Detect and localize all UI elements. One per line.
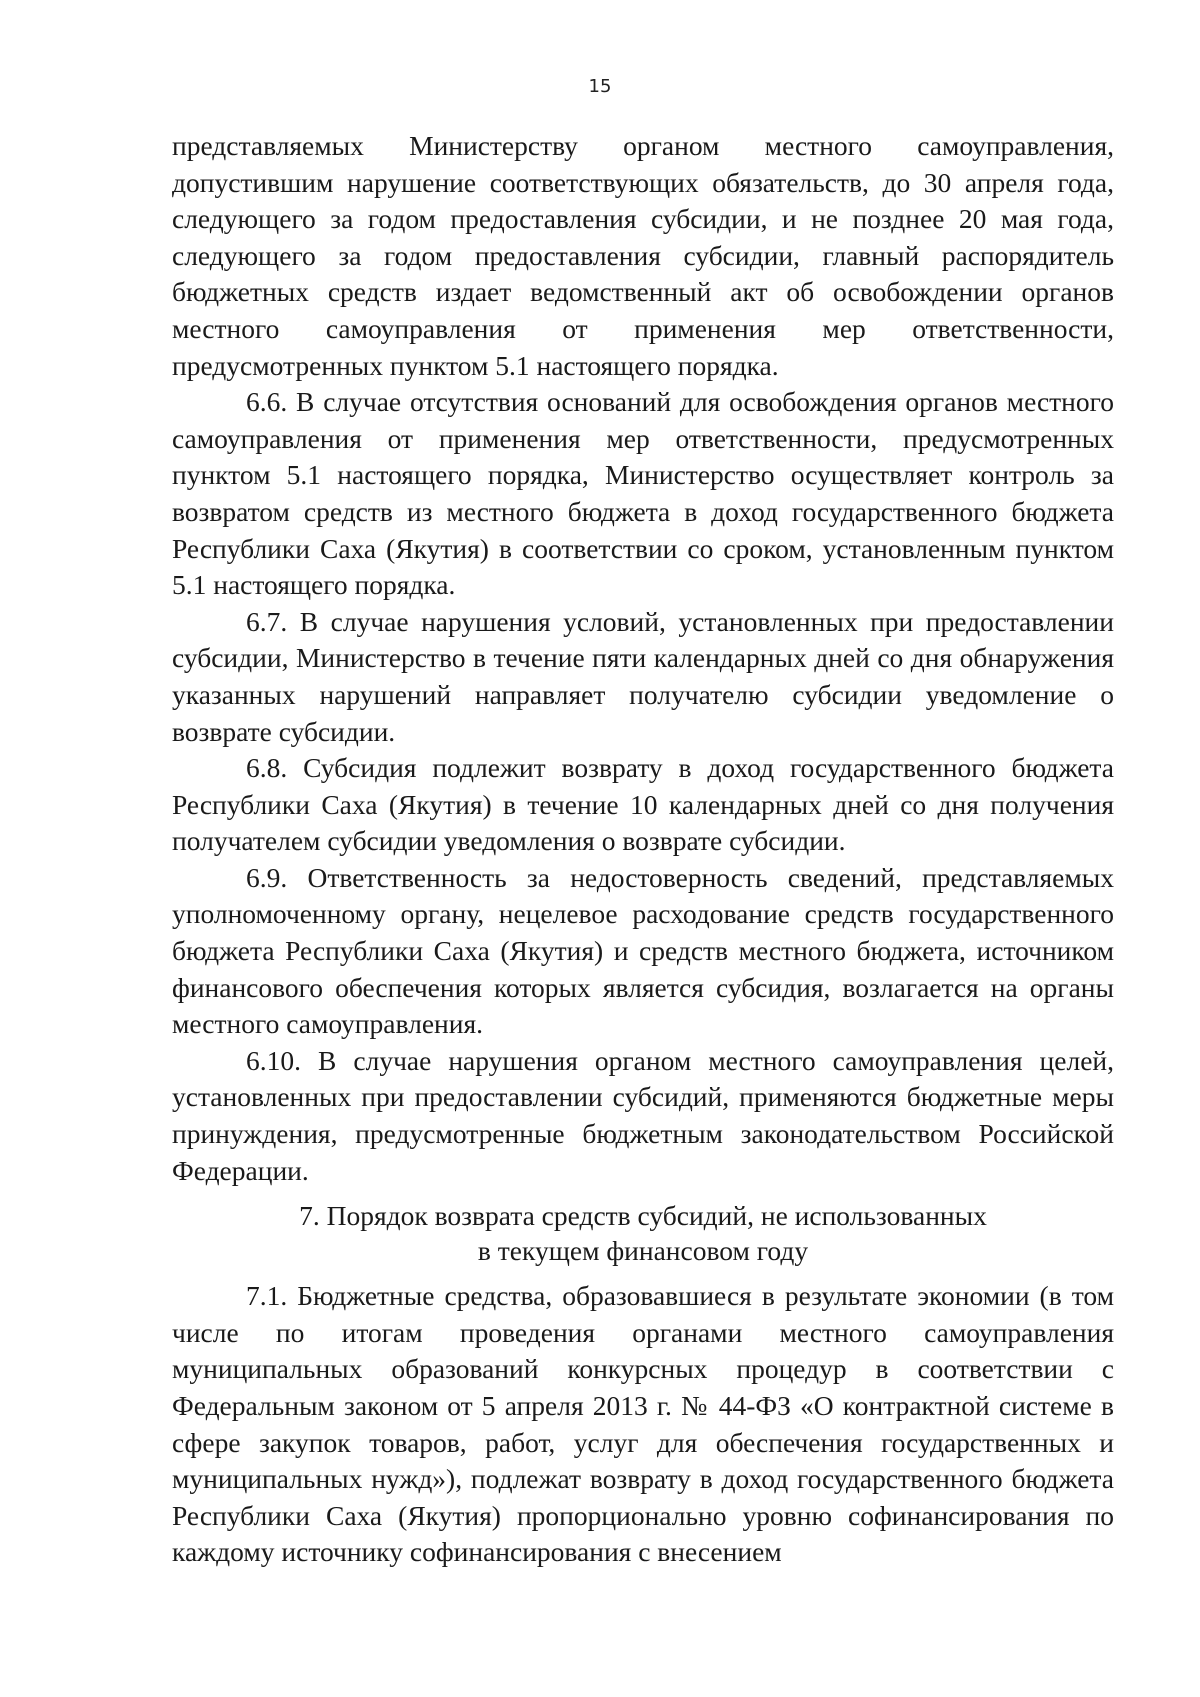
section-7-heading-line-2: в текущем финансовом году [477,1235,809,1267]
paragraph-7-1: 7.1. Бюджетные средства, образовавшиеся в результате экономии (в том числе по итогам проведения органами местного самоуправления муниципальных образований конкурсных процедур в соответствии с Федеральным законом от 5 апреля 2013 г. № 44-ФЗ «О контрактной системе в сфере закупок товаров, работ, услуг для обеспечения государственных и муниципальных нужд»), подлежат возврату в доход государственного бюджета Республики Саха (Якутия) пропорционально уровню софинансирования по каждому источнику софинансирования с внесением [172,1280,1114,1568]
section-7-heading-line-1: 7. Порядок возврата средств субсидий, не использованных [299,1200,987,1232]
page-number: 15 [588,76,612,97]
paragraph-6-8: 6.8. Субсидия подлежит возврату в доход государственного бюджета Республики Саха (Якутия) в течение 10 календарных дней со дня получения получателем субсидии уведомления о возврате субсидии. [172,752,1114,857]
section-7-heading [172,1198,1114,1268]
document-body [172,128,1114,1571]
paragraph-6-9: 6.9. Ответственность за недостоверность сведений, представляемых уполномоченному органу, нецелевое расходование средств государственного бюджета Республики Саха (Якутия) и средств местного бюджета, источником финансового обеспечения которых является субсидия, возлагается на органы местного самоуправления. [172,861,1114,1040]
paragraph-6-10: 6.10. В случае нарушения органом местного самоуправления целей, установленных при предоставлении субсидий, применяются бюджетные меры принуждения, предусмотренные бюджетным законодательством Российской Федерации. [172,1044,1114,1186]
paragraph-6-7: 6.7. В случае нарушения условий, установленных при предоставлении субсидии, Министерство в течение пяти календарных дней со дня обнаружения указанных нарушений направляет получателю субсидии уведомление о возврате субсидии. [172,605,1114,747]
paragraph-continuation: представляемых Министерству органом местного самоуправления, допустившим нарушение соответствующих обязательств, до 30 апреля года, следующего за годом предоставления субсидии, и не позднее 20 мая года, следующего за годом предоставления субсидии, главный распорядитель бюджетных средств издает ведомственный акт об освобождении органов местного самоуправления от применения мер ответственности, предусмотренных пунктом 5.1 настоящего порядка. [172,130,1114,381]
paragraph-6-6: 6.6. В случае отсутствия оснований для освобождения органов местного самоуправления от применения мер ответственности, предусмотренных пунктом 5.1 настоящего порядка, Министерство осуществляет контроль за возвратом средств из местного бюджета в доход государственного бюджета Республики Саха (Якутия) в соответствии со сроком, установленным пунктом 5.1 настоящего порядка. [172,386,1114,601]
